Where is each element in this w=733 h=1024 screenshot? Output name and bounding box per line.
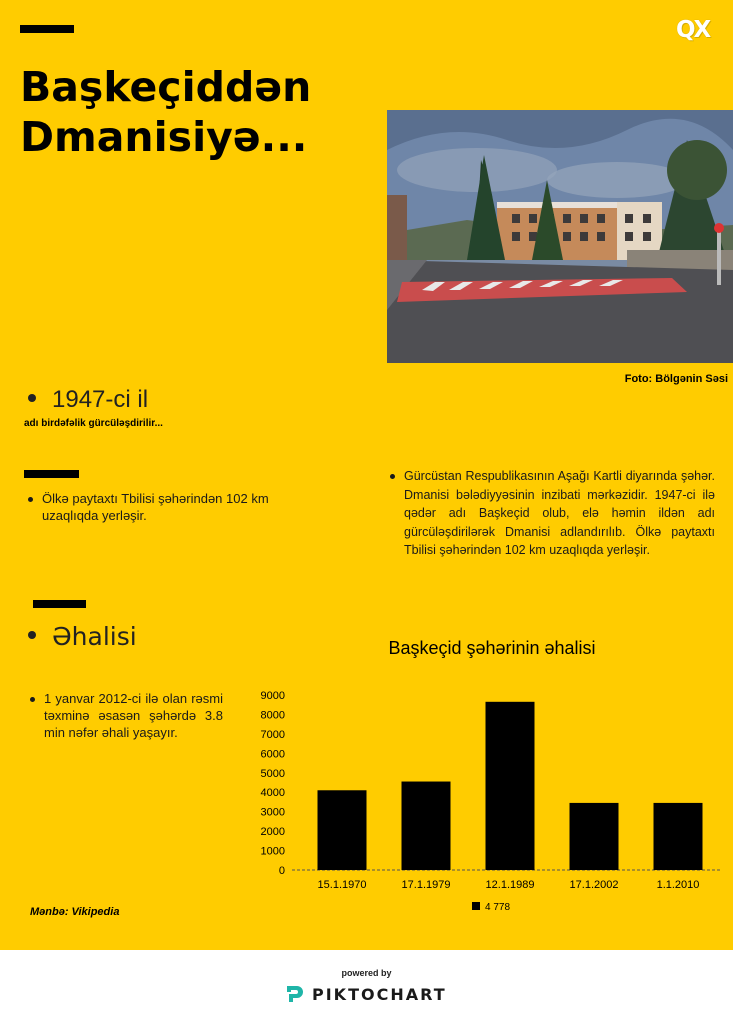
description-text: Gürcüstan Respublikasının Aşağı Kartli diyarında şəhər. Dmanisi bələdiyyəsinin inzibati mərkəzidir. 1947-ci ilə qədər adı Başkeçid olub, elə həmin ildən adı gürcüləşdirilərək Dmanisi adlandırılıb. Ölkə paytaxtı Tbilisi şəhərindən 102 km uzaqlıqda yerləşir. — [404, 469, 715, 557]
year-1947-label: 1947-ci il — [52, 386, 149, 413]
bullet-dot-icon — [30, 697, 35, 702]
y-tick-label: 9000 — [260, 690, 285, 702]
page-title: Başkeçiddən Dmanisiyə... — [20, 63, 312, 161]
footer — [0, 950, 733, 1024]
bullet-dot-icon — [28, 497, 33, 502]
population-label: Əhalisi — [52, 622, 137, 651]
population-heading — [28, 622, 137, 651]
population-text: 1 yanvar 2012-ci ilə olan rəsmi təxminə əsasən şəhərdə 3.8 min nəfər əhali yaşayır. — [44, 691, 223, 740]
decor-bar-top — [20, 25, 74, 33]
y-tick-label: 0 — [278, 865, 285, 877]
y-tick-label: 1000 — [260, 845, 285, 858]
photo-credit: Foto: Bölgənin Səsi — [624, 373, 728, 385]
bullet-dot-icon — [28, 631, 36, 639]
population-chart — [255, 630, 725, 920]
piktochart-label: PIKTOCHART — [312, 984, 447, 1004]
distance-text: Ölkə paytaxtı Tbilisi şəhərindən 102 km uzaqlıqda yerləşir. — [42, 491, 269, 523]
distance-bullet — [28, 490, 288, 524]
population-bullet — [30, 690, 223, 741]
x-tick-label: 17.1.2002 — [569, 879, 619, 891]
bar — [402, 782, 451, 870]
bar — [318, 790, 367, 870]
bar — [570, 803, 619, 870]
decor-bar-lower — [33, 600, 86, 608]
piktochart-logo-icon — [284, 983, 306, 1005]
bullet-dot-icon — [28, 394, 36, 402]
y-tick-label: 4000 — [260, 787, 285, 800]
y-tick-label: 7000 — [260, 728, 285, 741]
bar — [654, 803, 703, 870]
legend-swatch — [472, 902, 480, 910]
description-bullet — [390, 467, 715, 560]
town-photo — [387, 110, 733, 363]
x-tick-label: 15.1.1970 — [317, 879, 367, 891]
y-tick-label: 6000 — [260, 748, 285, 761]
legend-label: 4 778 — [485, 902, 511, 913]
y-tick-label: 3000 — [260, 806, 285, 819]
powered-by-label: powered by — [341, 968, 392, 978]
y-tick-label: 5000 — [260, 767, 285, 780]
bullet-dot-icon — [390, 474, 395, 479]
decor-bar-mid — [24, 470, 79, 478]
x-tick-label: 1.1.2010 — [656, 879, 700, 891]
bar — [486, 702, 535, 870]
source-note: Mənbə: Vikipedia — [30, 906, 120, 918]
year-1947-heading — [28, 386, 148, 414]
y-tick-label: 8000 — [260, 709, 285, 722]
y-tick-label: 2000 — [260, 826, 285, 839]
x-tick-label: 17.1.1979 — [401, 879, 451, 891]
chart-title: Başkeçid şəhərinin əhalisi — [388, 638, 596, 658]
x-tick-label: 12.1.1989 — [485, 879, 535, 891]
renaming-note: adı birdəfəlik gürcüləşdirilir... — [24, 418, 163, 429]
piktochart-brand[interactable] — [284, 983, 447, 1005]
population-chart-svg — [255, 630, 725, 920]
qx-logo-icon[interactable]: QX — [676, 17, 710, 43]
